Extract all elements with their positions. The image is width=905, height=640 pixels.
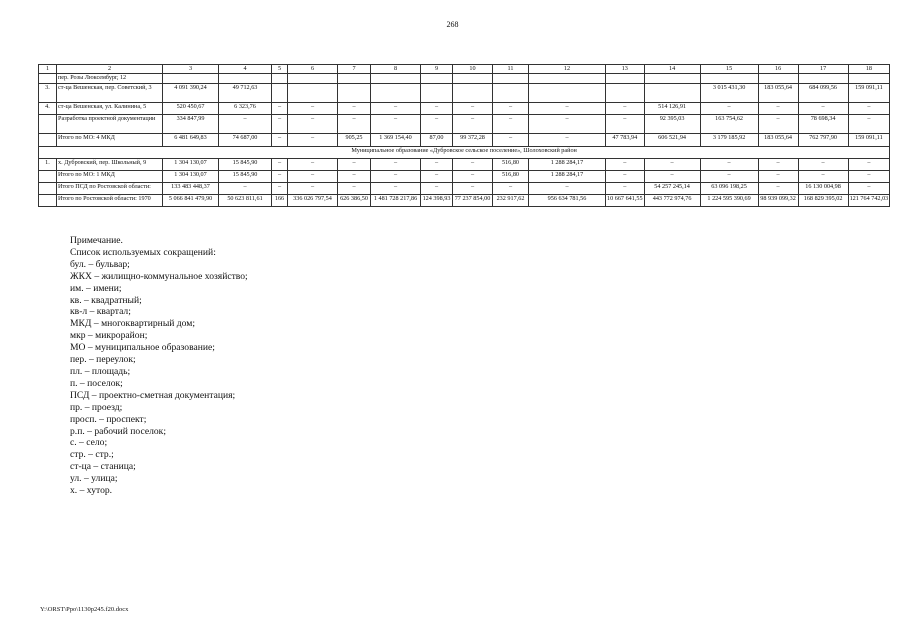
- note-line: ст-ца – станица;: [70, 461, 136, 473]
- table-cell: [453, 84, 493, 103]
- column-header: 6: [288, 65, 338, 74]
- table-cell: 1 288 284,17: [529, 171, 606, 183]
- abbreviations-note: [70, 235, 248, 497]
- table-cell: [529, 84, 606, 103]
- table-cell: 443 772 974,76: [644, 195, 700, 207]
- table-cell: –: [272, 183, 288, 195]
- table-cell: 1 288 284,17: [529, 159, 606, 171]
- table-cell: [219, 74, 272, 84]
- table-cell: 3 015 431,30: [700, 84, 758, 103]
- table-cell: 1 224 595 390,69: [700, 195, 758, 207]
- table-cell: –: [848, 171, 890, 183]
- table-cell: 50 623 811,61: [219, 195, 272, 207]
- section-title: Муниципальное образование «Дубровское сельское поселение», Шолоховский район: [39, 147, 890, 159]
- table-cell: 54 257 245,14: [644, 183, 700, 195]
- table-cell: –: [529, 115, 606, 134]
- table-cell: –: [758, 103, 798, 115]
- table-cell: –: [848, 183, 890, 195]
- note-line: Список используемых сокращений:: [70, 246, 216, 258]
- table-cell: –: [272, 159, 288, 171]
- table-cell: 516,80: [493, 171, 529, 183]
- table-cell: [644, 84, 700, 103]
- table-cell: 1 369 154,40: [371, 134, 421, 147]
- note-line: р.п. – рабочий поселок;: [70, 425, 167, 437]
- table-cell: –: [848, 115, 890, 134]
- table-cell: [371, 74, 421, 84]
- table-cell: 232 917,62: [493, 195, 529, 207]
- table-cell: –: [798, 171, 848, 183]
- table-cell: 684 099,56: [798, 84, 848, 103]
- table-cell: [39, 195, 57, 207]
- table-cell: 87,00: [421, 134, 453, 147]
- table-row: [39, 183, 890, 195]
- note-line: пр. – проезд;: [70, 401, 123, 413]
- table-cell: 956 634 781,56: [529, 195, 606, 207]
- table-cell: [493, 84, 529, 103]
- table-cell: –: [644, 171, 700, 183]
- table-row: [39, 84, 890, 103]
- note-line: стр. – стр.;: [70, 449, 114, 461]
- table-cell: 183 055,64: [758, 134, 798, 147]
- table-cell: 336 026 797,54: [288, 195, 338, 207]
- table-cell: [39, 115, 57, 134]
- table-cell: –: [288, 134, 338, 147]
- table-cell: 15 845,90: [219, 159, 272, 171]
- table-cell: 762 797,90: [798, 134, 848, 147]
- table-cell: пер. Розы Люксембург, 12: [57, 74, 163, 84]
- table-cell: [421, 74, 453, 84]
- note-line: им. – имени;: [70, 282, 122, 294]
- note-line: бул. – бульвар;: [70, 258, 130, 270]
- table-cell: –: [338, 171, 371, 183]
- table-cell: –: [421, 159, 453, 171]
- table-cell: 5 066 841 479,90: [163, 195, 219, 207]
- table-cell: Итого по МО: 1 МКД: [57, 171, 163, 183]
- table-cell: 77 237 854,00: [453, 195, 493, 207]
- table-cell: [288, 84, 338, 103]
- table-cell: 74 687,00: [219, 134, 272, 147]
- note-line: с. – село;: [70, 437, 108, 449]
- table-cell: –: [288, 115, 338, 134]
- table-cell: –: [758, 115, 798, 134]
- table-cell: ст-ца Вешенская, пер. Советский, 3: [57, 84, 163, 103]
- table-cell: 606 521,94: [644, 134, 700, 147]
- note-line: МКД – многоквартирный дом;: [70, 318, 196, 330]
- note-line: пл. – площадь;: [70, 365, 131, 377]
- table-cell: –: [493, 183, 529, 195]
- table-cell: [272, 74, 288, 84]
- note-line: МО – муниципальное образование;: [70, 342, 215, 354]
- table-cell: –: [700, 159, 758, 171]
- column-header: 3: [163, 65, 219, 74]
- table-cell: –: [798, 103, 848, 115]
- table-cell: –: [848, 103, 890, 115]
- table-cell: Итого по Ростовской области: 1970: [57, 195, 163, 207]
- table-cell: 626 386,50: [338, 195, 371, 207]
- table-row: [39, 195, 890, 207]
- table-cell: –: [272, 115, 288, 134]
- table-cell: –: [371, 159, 421, 171]
- table-cell: –: [371, 103, 421, 115]
- note-line: мкр – микрорайон;: [70, 330, 148, 342]
- table-cell: –: [371, 171, 421, 183]
- table-cell: 1 481 728 217,86: [371, 195, 421, 207]
- note-line: ЖКХ – жилищно-коммунальное хозяйство;: [70, 270, 248, 282]
- column-header: 18: [848, 65, 890, 74]
- table-cell: [338, 74, 371, 84]
- table-cell: –: [700, 171, 758, 183]
- table-cell: [371, 84, 421, 103]
- table-cell: 159 091,11: [848, 84, 890, 103]
- table-cell: –: [453, 115, 493, 134]
- table-cell: 133 483 448,37: [163, 183, 219, 195]
- table-cell: 121 764 742,03: [848, 195, 890, 207]
- table-cell: –: [529, 134, 606, 147]
- note-line: ПСД – проектно-сметная документация;: [70, 389, 236, 401]
- table-cell: –: [421, 171, 453, 183]
- column-header: 17: [798, 65, 848, 74]
- table-cell: 6 481 649,83: [163, 134, 219, 147]
- table-cell: [758, 74, 798, 84]
- column-header: 10: [453, 65, 493, 74]
- note-line: ул. – улица;: [70, 473, 118, 485]
- note-line: кв-л – квартал;: [70, 306, 131, 318]
- page-number: 268: [446, 20, 459, 29]
- table-cell: 4 091 390,24: [163, 84, 219, 103]
- note-line: пер. – переулок;: [70, 354, 136, 366]
- table-cell: 3 179 185,92: [700, 134, 758, 147]
- table-cell: –: [219, 115, 272, 134]
- table-cell: 166: [272, 195, 288, 207]
- table-cell: 159 091,11: [848, 134, 890, 147]
- table-cell: 63 096 198,25: [700, 183, 758, 195]
- table-header-row: [39, 65, 890, 74]
- table-cell: [453, 74, 493, 84]
- table-cell: –: [338, 103, 371, 115]
- table-cell: –: [493, 103, 529, 115]
- table-cell: 1 304 130,07: [163, 171, 219, 183]
- table-cell: [39, 74, 57, 84]
- column-header: 15: [700, 65, 758, 74]
- table-cell: 4.: [39, 103, 57, 115]
- table-cell: –: [700, 103, 758, 115]
- table-cell: 49 712,63: [219, 84, 272, 103]
- table-cell: 183 055,64: [758, 84, 798, 103]
- table-cell: 92 395,03: [644, 115, 700, 134]
- table-cell: 163 754,62: [700, 115, 758, 134]
- table-cell: 99 372,28: [453, 134, 493, 147]
- section-row: [39, 147, 890, 159]
- table-cell: –: [529, 103, 606, 115]
- table-cell: 78 698,34: [798, 115, 848, 134]
- table-cell: 1 304 130,07: [163, 159, 219, 171]
- table-cell: –: [453, 171, 493, 183]
- table-cell: –: [606, 183, 645, 195]
- column-header: 7: [338, 65, 371, 74]
- note-line: просп. – проспект;: [70, 413, 147, 425]
- table-cell: –: [644, 159, 700, 171]
- column-header: 2: [57, 65, 163, 74]
- table-cell: –: [606, 159, 645, 171]
- table-cell: –: [219, 183, 272, 195]
- table-row: [39, 115, 890, 134]
- note-title: Примечание.: [70, 235, 123, 246]
- note-line: х. – хутор.: [70, 485, 113, 497]
- table-cell: –: [338, 159, 371, 171]
- table-cell: –: [758, 171, 798, 183]
- table-cell: –: [288, 183, 338, 195]
- table-cell: [848, 74, 890, 84]
- column-header: 12: [529, 65, 606, 74]
- table-cell: [700, 74, 758, 84]
- table-cell: –: [371, 115, 421, 134]
- table-cell: –: [493, 115, 529, 134]
- table-cell: [163, 74, 219, 84]
- table-cell: [39, 183, 57, 195]
- column-header: 13: [606, 65, 645, 74]
- table-cell: Итого ПСД по Ростовской области:: [57, 183, 163, 195]
- table-cell: [493, 74, 529, 84]
- table-cell: Итого по МО: 4 МКД: [57, 134, 163, 147]
- table-cell: –: [288, 103, 338, 115]
- table-cell: 3.: [39, 84, 57, 103]
- table-cell: 98 939 099,32: [758, 195, 798, 207]
- table-cell: 16 130 004,98: [798, 183, 848, 195]
- table-row: [39, 74, 890, 84]
- note-line: кв. – квадратный;: [70, 294, 142, 306]
- table-cell: 6 323,76: [219, 103, 272, 115]
- table-cell: –: [493, 134, 529, 147]
- table-cell: [421, 84, 453, 103]
- table-cell: –: [421, 103, 453, 115]
- table-cell: 124 398,93: [421, 195, 453, 207]
- column-header: 11: [493, 65, 529, 74]
- table-cell: Разработка проектной документации: [57, 115, 163, 134]
- table-cell: –: [606, 171, 645, 183]
- table-cell: [644, 74, 700, 84]
- column-header: 1: [39, 65, 57, 74]
- table-cell: –: [421, 115, 453, 134]
- table-cell: 516,80: [493, 159, 529, 171]
- table-cell: –: [848, 159, 890, 171]
- table-cell: –: [371, 183, 421, 195]
- table-cell: 520 450,67: [163, 103, 219, 115]
- table-cell: 1.: [39, 159, 57, 171]
- table-cell: –: [272, 103, 288, 115]
- table-cell: –: [798, 159, 848, 171]
- table-cell: [39, 134, 57, 147]
- table-cell: [606, 84, 645, 103]
- note-line: п. – поселок;: [70, 377, 123, 389]
- table-cell: [338, 84, 371, 103]
- table-cell: 905,25: [338, 134, 371, 147]
- column-header: 9: [421, 65, 453, 74]
- table-cell: [39, 171, 57, 183]
- table-cell: –: [288, 159, 338, 171]
- table-cell: 168 829 395,02: [798, 195, 848, 207]
- table-row: [39, 171, 890, 183]
- column-header: 16: [758, 65, 798, 74]
- table-cell: [606, 74, 645, 84]
- table-cell: –: [453, 103, 493, 115]
- table-cell: –: [421, 183, 453, 195]
- table-cell: –: [453, 183, 493, 195]
- table-row: [39, 103, 890, 115]
- table-cell: 334 847,99: [163, 115, 219, 134]
- column-header: 5: [272, 65, 288, 74]
- table-cell: –: [529, 183, 606, 195]
- table-cell: 514 126,91: [644, 103, 700, 115]
- data-table: [38, 64, 890, 207]
- table-cell: –: [758, 183, 798, 195]
- table-cell: –: [272, 171, 288, 183]
- table-cell: х. Дубровский, пер. Школьный, 9: [57, 159, 163, 171]
- table-cell: [272, 84, 288, 103]
- column-header: 14: [644, 65, 700, 74]
- table-cell: –: [606, 115, 645, 134]
- table-row: [39, 134, 890, 147]
- table-cell: –: [338, 115, 371, 134]
- table-cell: [529, 74, 606, 84]
- table-cell: [798, 74, 848, 84]
- table-cell: –: [288, 171, 338, 183]
- table-cell: –: [758, 159, 798, 171]
- table-row: [39, 159, 890, 171]
- file-path-footer: Y:\ORST\Ppo\1130p245.f20.docx: [40, 606, 129, 613]
- column-header: 4: [219, 65, 272, 74]
- table-cell: 10 667 641,55: [606, 195, 645, 207]
- table-cell: –: [338, 183, 371, 195]
- table-cell: –: [606, 103, 645, 115]
- table-cell: 15 845,90: [219, 171, 272, 183]
- table-cell: –: [453, 159, 493, 171]
- column-header: 8: [371, 65, 421, 74]
- table-cell: –: [272, 134, 288, 147]
- table-cell: 47 783,94: [606, 134, 645, 147]
- table-cell: ст-ца Вешенская, ул. Калинина, 5: [57, 103, 163, 115]
- table-cell: [288, 74, 338, 84]
